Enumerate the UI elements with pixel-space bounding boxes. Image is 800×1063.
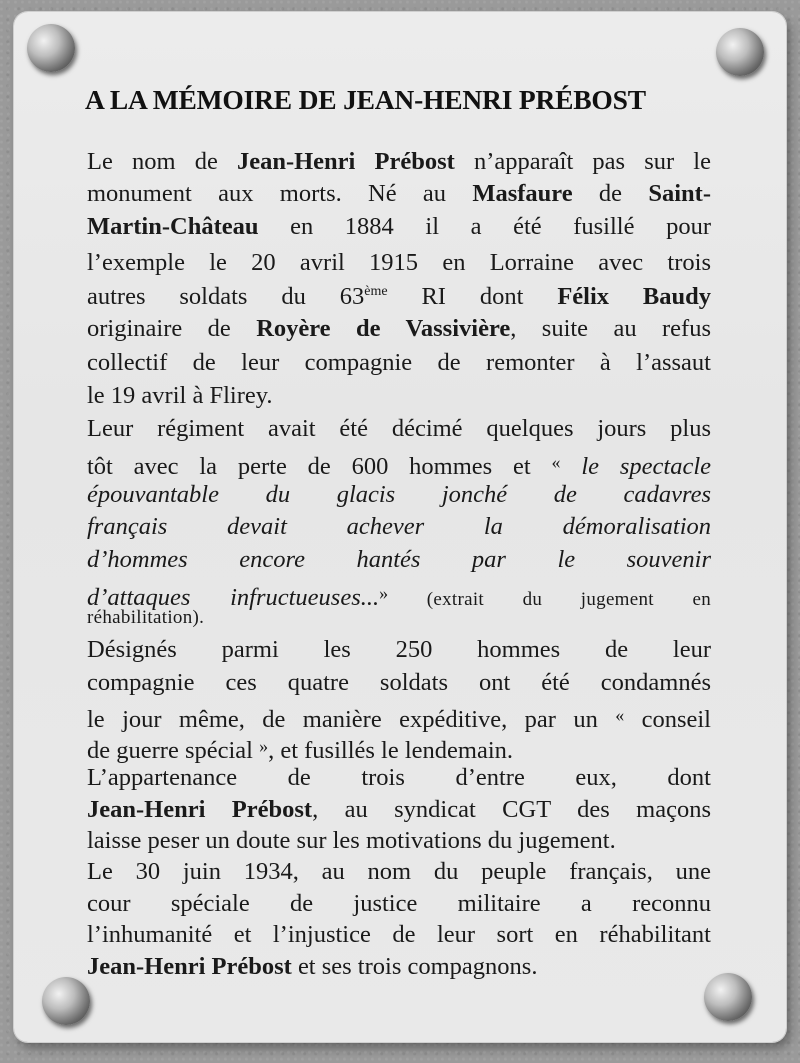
p5-line-3: l’inhumanité et l’injustice de leur sort en réhabilitant	[87, 921, 711, 948]
p1-line-4: l’exemple le 20 avril 1915 en Lorraine avec trois	[87, 249, 711, 276]
p1-line-7: collectif de leur compagnie de remonter à l’assaut	[87, 349, 711, 376]
p4-line-1: L’appartenance de trois d’entre eux, dont	[87, 764, 711, 791]
p5-line-1: Le 30 juin 1934, au nom du peuple français, une	[87, 858, 711, 885]
p3-line-2: compagnie ces quatre soldats ont été condamnés	[87, 669, 711, 696]
p2-line-5: d’hommes encore hantés par le souvenir	[87, 546, 711, 573]
p3-line-3: le jour même, de manière expéditive, par un « conseil	[87, 705, 711, 733]
screw-cap-top-right	[716, 28, 764, 76]
p5-line-4: Jean-Henri Prébost et ses trois compagnons.	[87, 953, 538, 980]
screw-cap-top-left	[27, 24, 75, 72]
p2-line-7: réhabilitation).	[87, 607, 205, 628]
p2-line-1: Leur régiment avait été décimé quelques jours plus	[87, 415, 711, 442]
p5-line-2: cour spéciale de justice militaire a reconnu	[87, 890, 711, 917]
p4-line-3: laisse peser un doute sur les motivations du jugement.	[87, 827, 616, 854]
p1-line-5: autres soldats du 63ème RI dont Félix Baudy	[87, 283, 712, 310]
plaque-title: A LA MÉMOIRE DE JEAN-HENRI PRÉBOST	[85, 84, 646, 115]
p2-line-3: épouvantable du glacis jonché de cadavres	[87, 481, 711, 508]
p4-line-2: Jean-Henri Prébost, au syndicat CGT des maçons	[87, 796, 711, 823]
p1-line-1: Le nom de Jean-Henri Prébost n’apparaît pas sur le	[87, 148, 711, 175]
p1-line-2: monument aux morts. Né au Masfaure de Saint-	[87, 180, 711, 207]
p3-line-4: de guerre spécial », et fusillés le lendemain.	[87, 736, 514, 764]
p2-line-4: français devait achever la démoralisation	[87, 513, 711, 540]
screw-cap-bottom-right	[704, 973, 752, 1021]
p2-line-6: d’attaques infructueuses...» (extrait du jugement en	[87, 583, 711, 611]
p1-line-3: Martin-Château en 1884 il a été fusillé pour	[87, 213, 711, 240]
p2-line-2: tôt avec la perte de 600 hommes et « le spectacle	[87, 452, 711, 480]
p1-line-8: le 19 avril à Flirey.	[87, 382, 273, 409]
p3-line-1: Désignés parmi les 250 hommes de leur	[87, 636, 711, 663]
screw-cap-bottom-left	[42, 977, 90, 1025]
p1-line-6: originaire de Royère de Vassivière, suite au refus	[87, 315, 711, 342]
